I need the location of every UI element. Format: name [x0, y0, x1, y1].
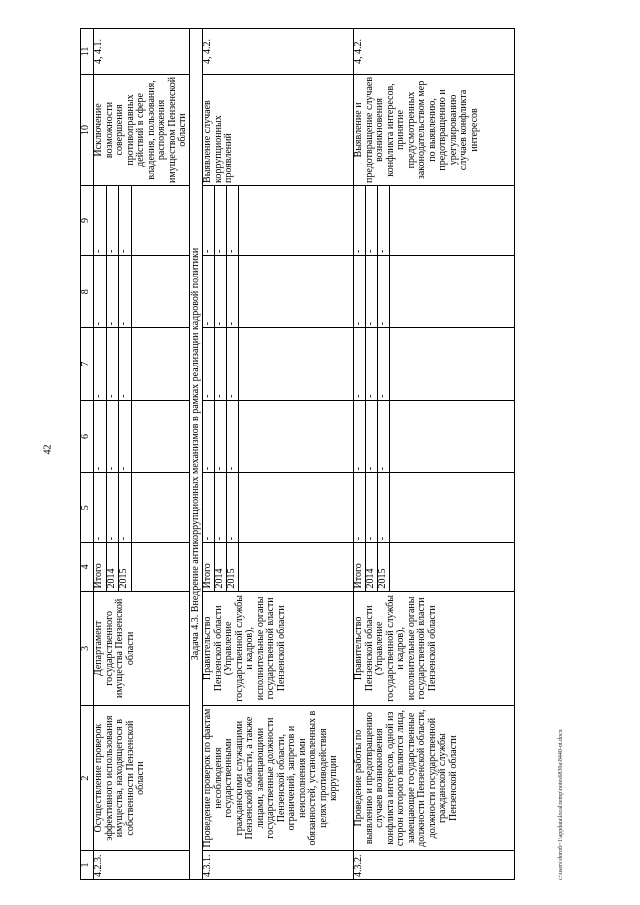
value-cell: -	[354, 473, 366, 543]
value-cell: -	[378, 328, 390, 400]
year-label: 2014	[215, 543, 227, 591]
row-423-exec: Департамент государственного имущества Пензенской области	[94, 591, 190, 706]
filler-cell	[390, 328, 515, 400]
value-cell: -	[366, 255, 378, 327]
year-label: 2015	[227, 543, 239, 591]
row-432-total	[354, 29, 366, 880]
year-label: Итого	[94, 543, 107, 591]
value-cell: -	[215, 328, 227, 400]
value-cell: -	[227, 328, 239, 400]
value-cell: -	[215, 400, 227, 472]
col-header-2: 2	[81, 706, 94, 851]
value-cell: -	[94, 328, 107, 400]
footer-file-path: c:\users\dorofi~1\appdata\local\temp\notes6830a\8440-ot.docx	[558, 729, 564, 880]
value-cell: -	[119, 400, 132, 472]
value-cell: -	[366, 473, 378, 543]
value-cell: -	[378, 185, 390, 255]
value-cell: -	[378, 400, 390, 472]
filler-cell	[131, 473, 189, 543]
value-cell: -	[378, 473, 390, 543]
row-432-result: Выявление и предотвращение случаев возникновения конфликта интересов, принятие предусмотренных законодательством мер по выявлению, предотвращению и урегулированию случаев конфликта интересов	[354, 74, 515, 185]
filler-cell	[390, 255, 515, 327]
filler-cell	[390, 473, 515, 543]
filler-cell	[239, 473, 354, 543]
filler-cell	[131, 185, 189, 255]
col-header-11: 11	[81, 29, 94, 75]
value-cell: -	[119, 473, 132, 543]
page-number: 42	[42, 444, 54, 455]
row-423-name: Осуществление проверок эффективного использования имущества, находящегося в собственности Пензенской области	[94, 706, 190, 851]
value-cell: -	[106, 328, 119, 400]
row-423-ref: 4, 4.1.	[94, 29, 190, 75]
value-cell: -	[215, 473, 227, 543]
value-cell: -	[215, 185, 227, 255]
year-label: 2014	[366, 543, 378, 591]
row-432-num: 4.3.2.	[354, 851, 515, 880]
year-label: 2014	[106, 543, 119, 591]
row-431-result: Выявление случаев коррупционных проявлений	[203, 74, 354, 185]
header-row	[81, 29, 94, 880]
value-cell: -	[203, 185, 215, 255]
value-cell: -	[227, 400, 239, 472]
rotated-table-wrapper	[80, 28, 612, 880]
value-cell: -	[354, 400, 366, 472]
col-header-5: 5	[81, 473, 94, 543]
col-header-1: 1	[81, 851, 94, 880]
filler-cell	[390, 400, 515, 472]
value-cell: -	[227, 473, 239, 543]
value-cell: -	[119, 185, 132, 255]
value-cell: -	[94, 400, 107, 472]
filler-cell	[239, 328, 354, 400]
value-cell: -	[119, 328, 132, 400]
row-423-total	[94, 29, 107, 880]
row-423-result: Исключение возможности совершения противоправных действий в сфере владения, пользования, распоряжения имуществом Пензенской области	[94, 74, 190, 185]
filler-cell	[390, 185, 515, 255]
value-cell: -	[119, 255, 132, 327]
value-cell: -	[106, 473, 119, 543]
filler-cell	[390, 543, 515, 591]
filler-cell	[131, 328, 189, 400]
task-row	[189, 29, 203, 880]
col-header-10: 10	[81, 74, 94, 185]
value-cell: -	[203, 400, 215, 472]
filler-cell	[239, 400, 354, 472]
value-cell: -	[366, 185, 378, 255]
value-cell: -	[366, 400, 378, 472]
col-header-6: 6	[81, 400, 94, 472]
filler-cell	[239, 255, 354, 327]
col-header-7: 7	[81, 328, 94, 400]
col-header-4: 4	[81, 543, 94, 591]
row-431-num: 4.3.1.	[203, 851, 354, 880]
row-432-ref: 4, 4.2.	[354, 29, 515, 75]
value-cell: -	[354, 328, 366, 400]
value-cell: -	[106, 255, 119, 327]
task-43-heading: Задача 4.3. Внедрение антикоррупционных механизмов в рамках реализации кадровой политики	[189, 29, 203, 880]
year-label: 2015	[119, 543, 132, 591]
value-cell: -	[227, 185, 239, 255]
value-cell: -	[378, 255, 390, 327]
row-431-ref: 4, 4.2.	[203, 29, 354, 75]
measures-table	[80, 28, 515, 880]
filler-cell	[131, 400, 189, 472]
value-cell: -	[354, 255, 366, 327]
filler-cell	[131, 543, 189, 591]
filler-cell	[239, 185, 354, 255]
value-cell: -	[94, 473, 107, 543]
value-cell: -	[227, 255, 239, 327]
value-cell: -	[215, 255, 227, 327]
value-cell: -	[94, 255, 107, 327]
year-label: Итого	[354, 543, 366, 591]
value-cell: -	[203, 328, 215, 400]
row-432-name: Проведение работы по выявлению и предотвращению случаев возникновения конфликта интересов, одной из сторон которого являются лица, замещающие государственные должности Пензенской области, должности государственной гражданской службы Пензенской области	[354, 706, 515, 851]
value-cell: -	[94, 185, 107, 255]
row-431-exec: Правительство Пензенской области (Управление государственной службы и кадров), исполнительные органы государственной власти Пензенской области	[203, 591, 354, 706]
value-cell: -	[366, 328, 378, 400]
filler-cell	[239, 543, 354, 591]
col-header-9: 9	[81, 185, 94, 255]
value-cell: -	[106, 185, 119, 255]
row-423-num: 4.2.3.	[94, 851, 190, 880]
row-431-total	[203, 29, 215, 880]
row-432-exec: Правительство Пензенской области (Управление государственной службы и кадров), исполнительные органы государственной власти Пензенской области	[354, 591, 515, 706]
value-cell: -	[203, 473, 215, 543]
col-header-8: 8	[81, 255, 94, 327]
value-cell: -	[203, 255, 215, 327]
year-label: 2015	[378, 543, 390, 591]
value-cell: -	[106, 400, 119, 472]
year-label: Итого	[203, 543, 215, 591]
col-header-3: 3	[81, 591, 94, 706]
row-431-name: Проведение проверок по фактам несоблюдения государственными гражданскими служащими Пензенской области, а также лицами, замещающими государственные должности Пензенской области, ограничений, запретов и неисполнения ими обязанностей, установленных в целях противодействия коррупции	[203, 706, 354, 851]
filler-cell	[131, 255, 189, 327]
value-cell: -	[354, 185, 366, 255]
